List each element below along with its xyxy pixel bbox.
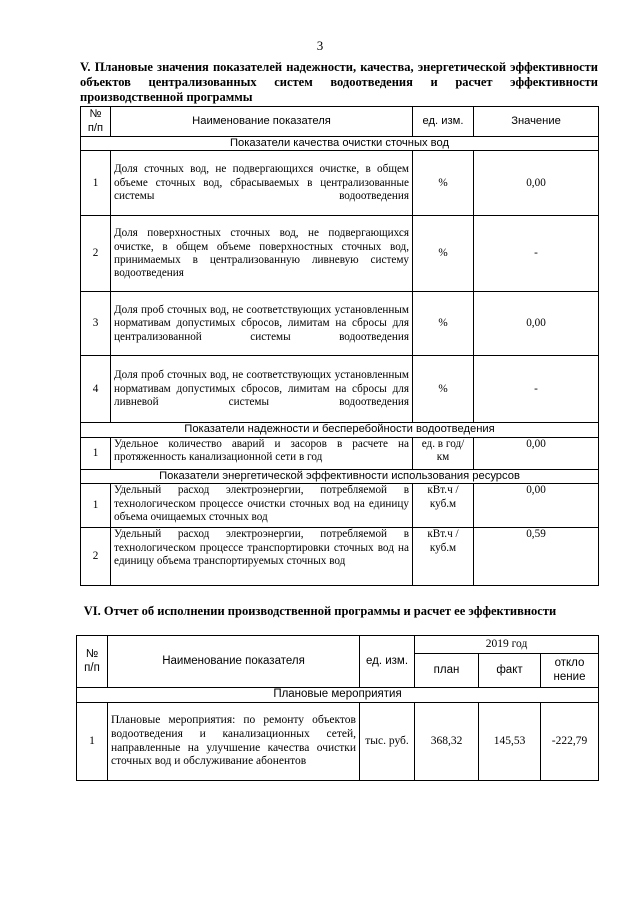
group-row xyxy=(81,423,599,437)
header-year: 2019 год xyxy=(415,636,599,654)
row-num: 1 xyxy=(77,703,108,781)
row-num: 1 xyxy=(81,484,111,528)
row-value: 0,00 xyxy=(474,437,599,469)
table-row xyxy=(81,484,599,528)
header-unit: ед. изм. xyxy=(360,636,415,688)
section-5-indicators-table xyxy=(80,106,599,586)
header-fact: факт xyxy=(479,654,541,688)
row-value: - xyxy=(474,216,599,292)
row-value: - xyxy=(474,356,599,423)
row-fact: 145,53 xyxy=(479,703,541,781)
table-row xyxy=(81,356,599,423)
row-unit: % xyxy=(413,292,474,356)
row-unit: % xyxy=(413,356,474,423)
row-unit: % xyxy=(413,216,474,292)
section-6-report-table xyxy=(76,635,599,781)
row-deviation: -222,79 xyxy=(541,703,599,781)
table-header-row xyxy=(77,636,599,654)
row-value: 0,59 xyxy=(474,528,599,586)
table-header-row xyxy=(81,107,599,137)
row-unit: ед. в год/ км xyxy=(413,437,474,469)
table-row xyxy=(81,151,599,216)
table-row xyxy=(77,703,599,781)
table-row xyxy=(81,528,599,586)
table-row xyxy=(81,437,599,469)
row-name: Доля поверхностных сточных вод, не подвергающихся очистке, в общем объеме поверхностных сточных вод, принимаемых в централизованную ливневую систему водоотведения xyxy=(111,216,413,292)
group-row xyxy=(81,137,599,151)
row-num: 3 xyxy=(81,292,111,356)
row-name: Удельный расход электроэнергии, потребляемой в технологическом процессе транспортировки сточных вод на единицу объема транспортируемых сточных вод xyxy=(111,528,413,586)
header-num: № п/п xyxy=(81,107,111,137)
row-name: Доля проб сточных вод, не соответствующих установленным нормативам допустимых сбросов, лимитам на сбросы для централизованной системы водоотведения xyxy=(111,292,413,356)
row-name: Удельный расход электроэнергии, потребляемой в технологическом процессе очистки сточных вод на единицу объема очищаемых сточных вод xyxy=(111,484,413,528)
table-row xyxy=(81,216,599,292)
header-plan: план xyxy=(415,654,479,688)
row-num: 2 xyxy=(81,216,111,292)
row-num: 1 xyxy=(81,151,111,216)
group-row xyxy=(81,469,599,483)
row-unit: % xyxy=(413,151,474,216)
row-unit: тыс. руб. xyxy=(360,703,415,781)
row-name: Доля проб сточных вод, не соответствующих установленным нормативам допустимых сбросов, лимитам на сбросы для ливневой системы водоотведения xyxy=(111,356,413,423)
header-name: Наименование показателя xyxy=(111,107,413,137)
row-name: Удельное количество аварий и засоров в расчете на протяженность канализационной сети в год xyxy=(111,437,413,469)
row-num: 2 xyxy=(81,528,111,586)
group-title: Плановые мероприятия xyxy=(77,688,599,703)
row-unit: кВт.ч / куб.м xyxy=(413,484,474,528)
row-name: Плановые мероприятия: по ремонту объектов водоотведения и канализационных сетей, направленные на улучшение качества очистки сточных вод и обслуживание абонентов xyxy=(108,703,360,781)
header-value: Значение xyxy=(474,107,599,137)
group-row xyxy=(77,688,599,703)
group-title: Показатели энергетической эффективности использования ресурсов xyxy=(81,469,599,483)
row-unit: кВт.ч / куб.м xyxy=(413,528,474,586)
row-num: 4 xyxy=(81,356,111,423)
row-plan: 368,32 xyxy=(415,703,479,781)
row-value: 0,00 xyxy=(474,151,599,216)
section-5-title: V. Плановые значения показателей надежности, качества, энергетической эффективности объектов централизованных систем водоотведения и расчет эффективности производственной программы xyxy=(80,60,598,104)
table-row xyxy=(81,292,599,356)
header-num: № п/п xyxy=(77,636,108,688)
group-title: Показатели надежности и бесперебойности водоотведения xyxy=(81,423,599,437)
row-value: 0,00 xyxy=(474,292,599,356)
group-title: Показатели качества очистки сточных вод xyxy=(81,137,599,151)
header-unit: ед. изм. xyxy=(413,107,474,137)
row-name: Доля сточных вод, не подвергающихся очистке, в общем объеме сточных вод, сбрасываемых в централизованные системы водоотведения xyxy=(111,151,413,216)
section-6-title: VI. Отчет об исполнении производственной программы и расчет ее эффективности xyxy=(83,604,557,618)
row-value: 0,00 xyxy=(474,484,599,528)
header-name: Наименование показателя xyxy=(108,636,360,688)
row-num: 1 xyxy=(81,437,111,469)
header-deviation: откло нение xyxy=(541,654,599,688)
page-number: 3 xyxy=(316,38,324,53)
